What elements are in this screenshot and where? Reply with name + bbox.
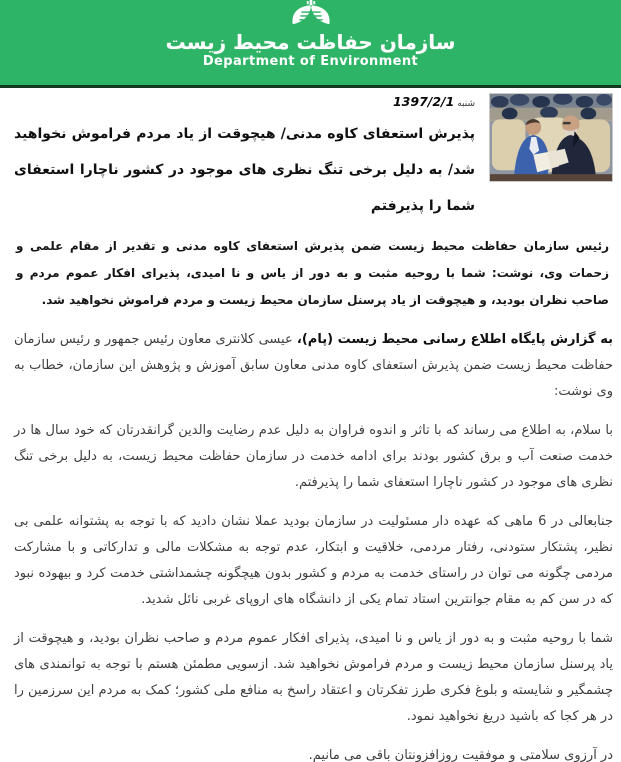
article-paragraph: جنابعالی در 6 ماهی که عهده دار مسئولیت در سازمان بودید عملا نشان دادید که با توجه به پشتوانه علمی بی نظیر، پشتکار ستودنی، رفتار مردمی، خلاقیت و ابتکار، عدم توجه به مشکلات مالی و تدارکاتی و با مشارکت مردمی چگونه می توان در راستای خدمت به مردم و کشور بدون هیچگونه چشمداشتی خدمت کرد و بیهوده نبود که در سن کم به مقام جوانترین استاد تمام یکی از دانشگاه های اروپای غربی نائل شدید.	[14, 514, 613, 607]
byline-rest: عیسی کلانتری معاون رئیس جمهور و رئیس سازمان حفاظت محیط زیست ضمن پذیرش استعفای کاوه مدنی معاون سابق آموزش و پژوهش این سازمان، خطاب به وی نوشت:	[14, 332, 613, 399]
article-paragraph: شما با روحیه مثبت و به دور از یاس و نا امیدی، پذیرای افکار عموم مردم و صاحب نظران بودید، و هیچوقت از یاد پرسنل سازمان محیط زیست و مردم فراموش نخواهید شد. ازسویی مطمئن هستم با توجه به توانمندی های چشمگیر و شایسته و بلوغ فکری طرز تفکرتان و اعتقاد راسخ به منافع ملی کشور؛ کمک به مردم این سرزمین را در هر کجا که باشید دریغ نخواهید نمود.	[14, 631, 613, 724]
article-paragraph: در آرزوی سلامتی و موفقیت روزافزونتان باقی می مانیم.	[308, 748, 613, 762]
headline-row	[12, 93, 613, 224]
org-name-english: Department of Environment	[202, 54, 419, 69]
article-photo	[489, 93, 613, 182]
article-lede: رئیس سازمان حفاظت محیط زیست ضمن پذیرش استعفای کاوه مدنی و تقدیر از مقام علمی و زحمات وی، نوشت: شما با روحیه مثبت و به دور از یاس و نا امیدی، پذیرای افکار عموم مردم و صاحب نظران بودید، و هیچوقت از یاد پرسنل سازمان محیط زیست و مردم فراموش نخواهید شد.	[16, 239, 609, 307]
article-paragraph: با سلام، به اطلاع می رساند که با تاثر و اندوه فراوان به دلیل عدم رضایت والدین گرانقدرتان که خود سال ها در خدمت صنعت آب و برق کشور بودند برای ادامه خدمت در سازمان حفاظت محیط زیست، به دلیل برخی تنگ نظری های موجود در کشور ناچارا استعفای شما را پذیرفتم.	[14, 423, 613, 490]
byline-source-bold: به گزارش پایگاه اطلاع رسانی محیط زیست (پام)،	[296, 332, 613, 347]
date-value: 1397/2/1	[392, 94, 455, 109]
doe-header-banner	[0, 0, 621, 88]
weekday-label: شنبه	[457, 99, 475, 109]
headline-column	[12, 93, 489, 224]
article-headline: پذیرش استعفای کاوه مدنی/ هیچوقت از یاد مردم فراموش نخواهید شد/ به دلیل برخی تنگ نظری های موجود در کشور ناچارا استعفای شما را پذیرفتم	[14, 126, 475, 214]
doe-logo-icon	[280, 0, 342, 29]
article-byline-paragraph	[14, 327, 613, 405]
org-name-persian: سازمان حفاظت محیط زیست	[165, 30, 456, 54]
article-content	[0, 88, 621, 762]
article-dateline	[14, 95, 475, 111]
